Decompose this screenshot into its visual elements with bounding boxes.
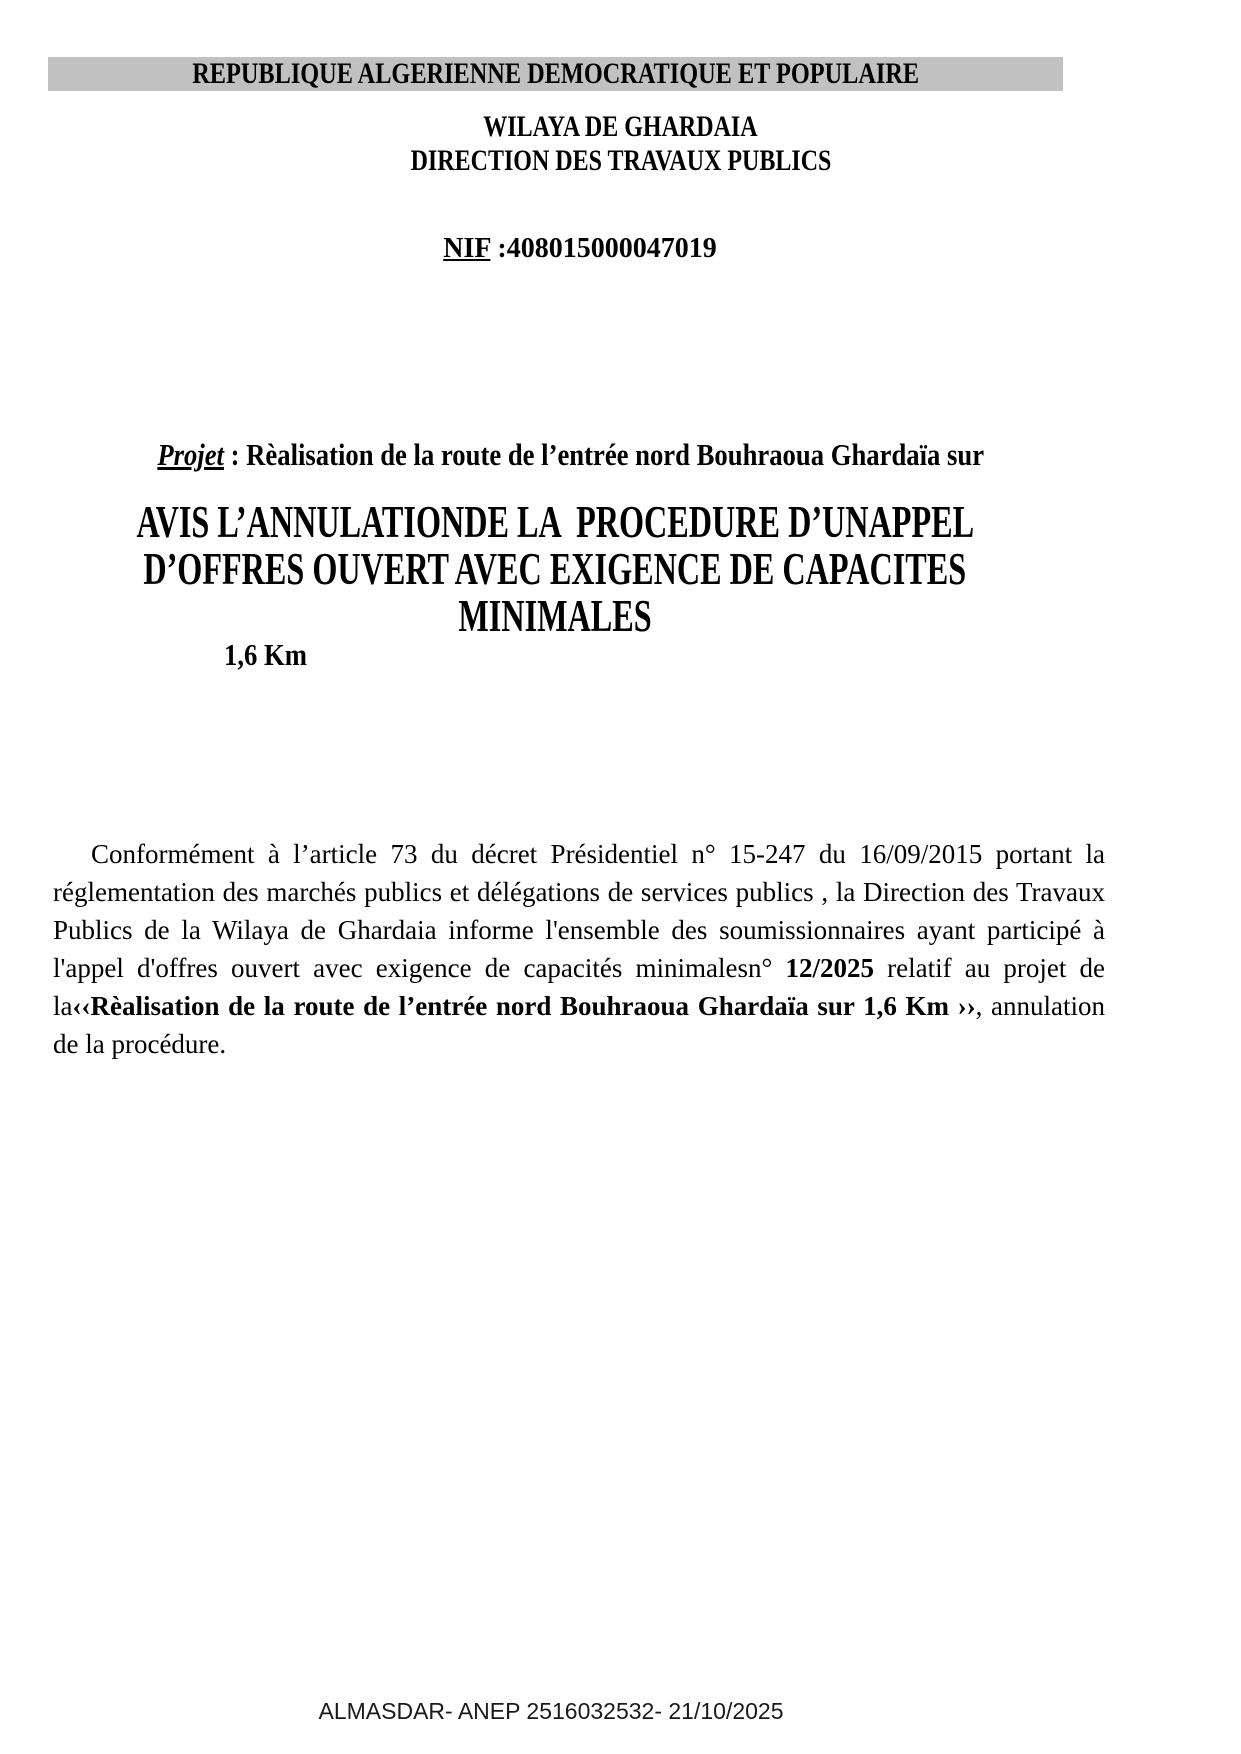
notice-title-line-2 [0,545,1110,592]
notice-title-line-3 [0,592,1110,639]
nif-label: NIF [443,233,491,264]
direction-title: DIRECTION DES TRAVAUX PUBLICS [410,144,831,177]
anep-footer-text: ALMASDAR- ANEP 2516032532- 21/10/2025 [318,1698,784,1724]
wilaya-title: WILAYA DE GHARDAIA [483,110,758,143]
notice-title [0,498,1110,639]
notice-title-text-1: AVIS L’ANNULATIONDE LA PROCEDURE D’UNAPPEL [136,496,974,547]
republic-header-text: REPUBLIQUE ALGERIENNE DEMOCRATIQUE ET POPULAIRE [192,57,919,90]
project-label: Projet [156,437,224,472]
project-separator: : [223,437,246,472]
anep-footer [0,1698,1102,1725]
notice-title-text-2: D’OFFRES OUVERT AVEC EXIGENCE DE CAPACITES [143,543,967,594]
org-line-direction [0,144,1241,178]
project-title-text: Rèalisation de la route de l’entrée nord Bouhraoua Ghardaïa sur [245,437,984,472]
body-segment-bold-tender-number: 12/2025 [785,953,874,983]
org-line-wilaya [0,110,1241,144]
body-segment-regular-1: Conformément à l’article 73 du décret Présidentiel n° 15-247 du 16/09/2015 portant la réglementation des marchés publics et délégations de services publics , la Direction des Travaux Publics de la Wilaya de Ghardaia informe l'ensemble des soumissionnaires ayant participé à l'appel d'offres ouvert avec exigence de capacités minimalesn° [53,839,1105,983]
republic-header-bar [48,57,1063,91]
body-segment-bold-project-name: ‹‹Rèalisation de la route de l’entrée nord Bouhraoua Ghardaïa sur 1,6 Km ›› [72,991,976,1021]
nif-line [0,233,1160,265]
notice-title-line-1 [0,498,1110,545]
project-length: 1,6 Km [223,637,307,672]
body-segment-regular-3: , annulation de la procédure. [53,991,1105,1059]
body-segment-regular-2: relatif au projet de la [53,953,1105,1021]
nif-value: :408015000047019 [490,233,717,264]
body-paragraph [53,835,1105,1063]
notice-title-text-3: MINIMALES [458,590,652,641]
